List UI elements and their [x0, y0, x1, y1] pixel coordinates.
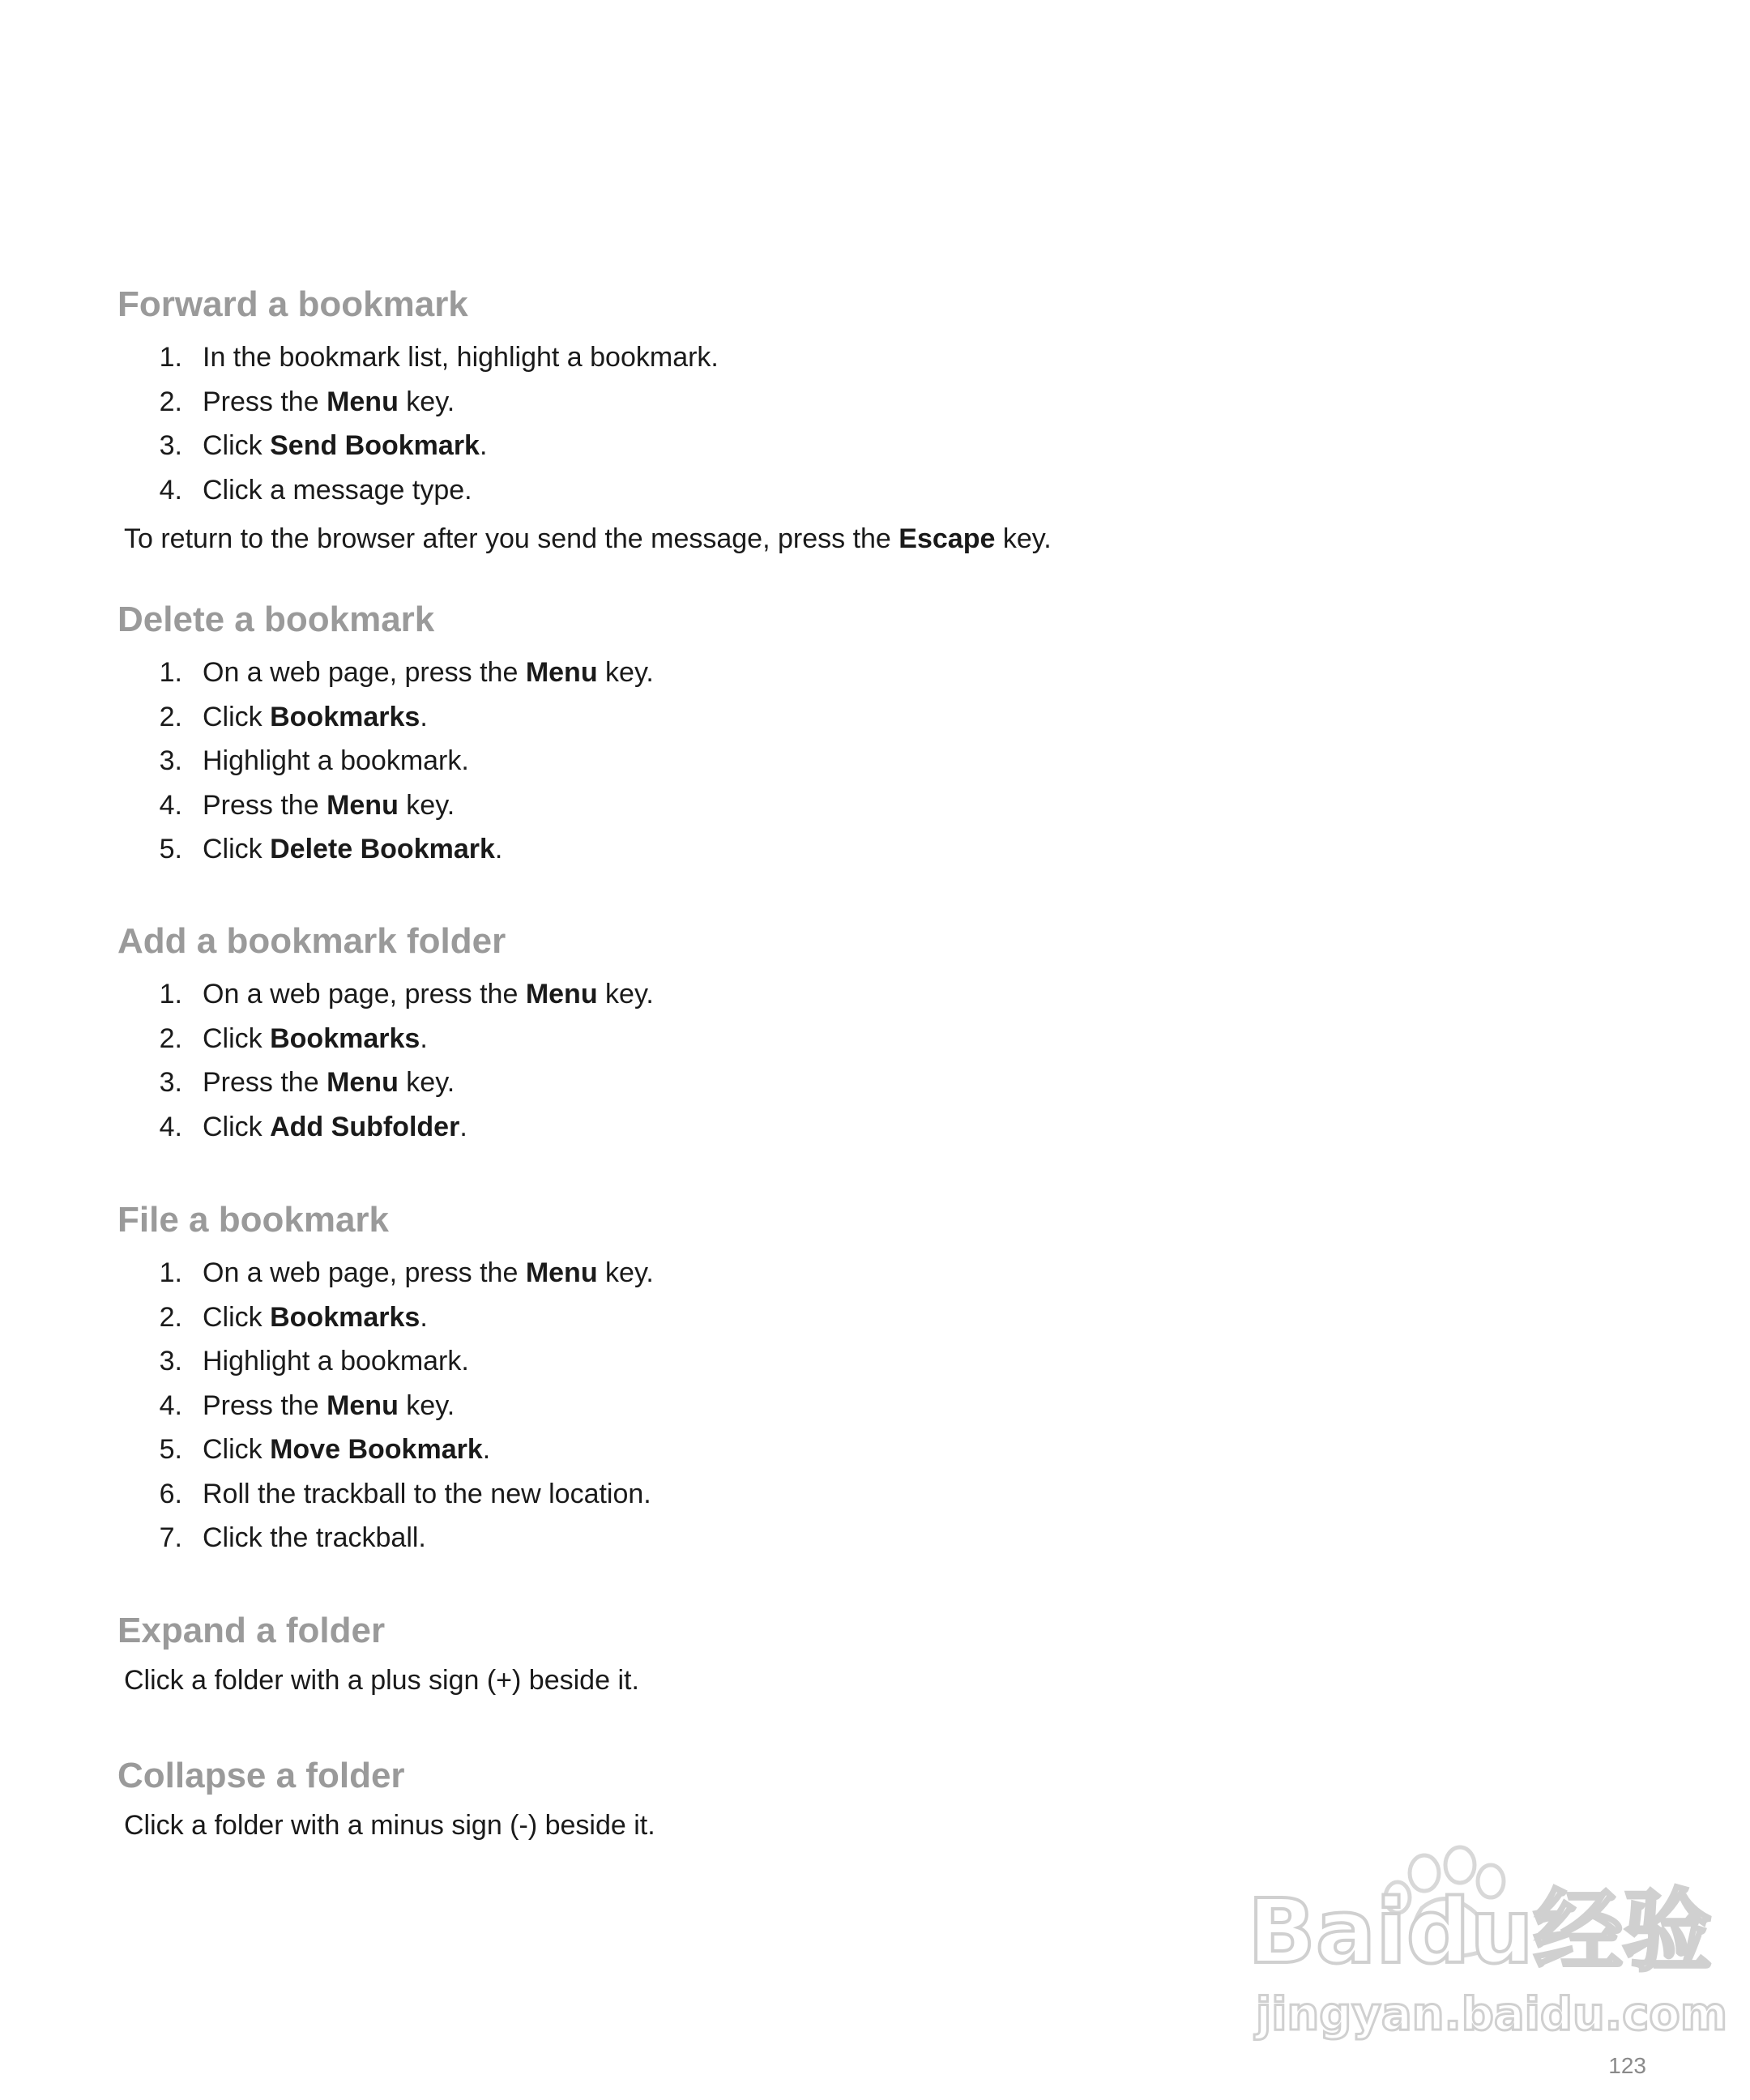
list-item: 5. Click Delete Bookmark. — [159, 834, 503, 864]
list-item: 3. Highlight a bookmark. — [159, 745, 469, 776]
section-file-bookmark — [117, 1197, 1657, 1560]
svg-text:Baidu经验: Baidu经验 — [1248, 1880, 1712, 1983]
paw-icon — [1248, 1847, 1728, 2050]
section-note: Click a folder with a minus sign (-) beside it. — [124, 1810, 655, 1841]
list-item: 1. On a web page, press the Menu key. — [159, 657, 654, 688]
section-note: To return to the browser after you send the message, press the Escape key. — [124, 523, 1052, 554]
section-title: Expand a folder — [117, 1611, 386, 1650]
svg-text:jingyan.baidu.com: jingyan.baidu.com — [1256, 1988, 1728, 2041]
section-title: Collapse a folder — [117, 1756, 405, 1795]
section-forward-bookmark — [117, 282, 1657, 561]
section-note: Click a folder with a plus sign (+) beside it. — [124, 1665, 639, 1696]
list-item: 2. Click Bookmarks. — [159, 1022, 428, 1054]
list-item: 4. Press the Menu key. — [159, 1389, 455, 1421]
list-item: 4. Click a message type. — [159, 474, 472, 506]
list-item: 2. Click Bookmarks. — [159, 701, 428, 732]
section-title: Add a bookmark folder — [117, 921, 506, 961]
section-expand-folder — [117, 1608, 1657, 1702]
list-item: 3. Click Send Bookmark. — [159, 430, 488, 461]
step-list — [117, 1251, 1657, 1560]
list-item: 4. Click Add Subfolder. — [159, 1111, 467, 1142]
baidu-watermark — [1248, 1847, 1728, 2050]
section-title: Forward a bookmark — [117, 284, 468, 324]
list-item: 1. In the bookmark list, highlight a bookmark. — [159, 342, 719, 373]
list-item: 2. Press the Menu key. — [159, 386, 455, 417]
step-list — [117, 651, 1657, 872]
list-item: 7. Click the trackball. — [159, 1522, 426, 1553]
list-item: 2. Click Bookmarks. — [159, 1301, 428, 1333]
section-delete-bookmark — [117, 597, 1657, 872]
list-item: 5. Click Move Bookmark. — [159, 1434, 491, 1465]
list-item: 4. Press the Menu key. — [159, 789, 455, 821]
list-item: 6. Roll the trackball to the new location. — [159, 1478, 651, 1509]
page-number: 123 — [1608, 2053, 1646, 2078]
list-item: 3. Press the Menu key. — [159, 1067, 455, 1098]
section-title: Delete a bookmark — [117, 600, 435, 639]
step-list — [117, 972, 1657, 1149]
list-item: 1. On a web page, press the Menu key. — [159, 1257, 654, 1288]
list-item: 1. On a web page, press the Menu key. — [159, 979, 654, 1009]
section-add-bookmark-folder — [117, 919, 1657, 1149]
section-title: File a bookmark — [117, 1200, 390, 1240]
section-collapse-folder — [117, 1753, 1657, 1847]
step-list — [117, 335, 1657, 512]
list-item: 3. Highlight a bookmark. — [159, 1346, 469, 1377]
